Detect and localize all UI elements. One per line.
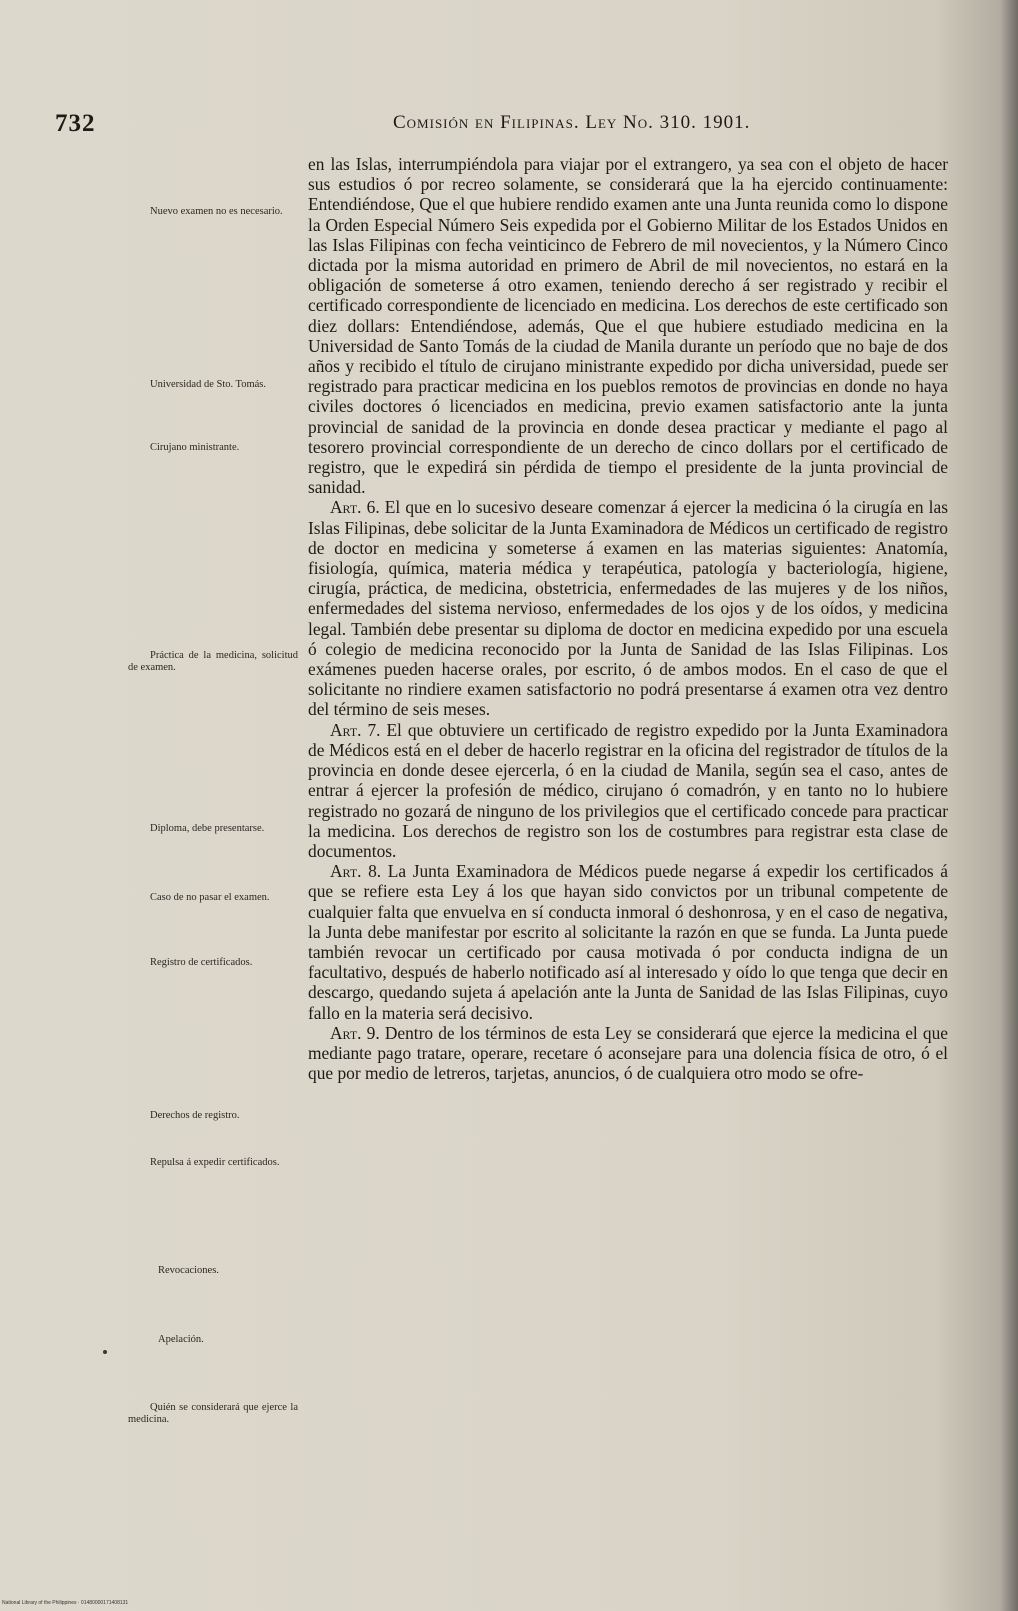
article-9 <box>308 1023 948 1084</box>
sidenote: Repulsa á expedir certificados. <box>150 1157 280 1168</box>
sidenote: Quién se considerará que ejerce la medicina. <box>128 1402 298 1425</box>
sidenote: Nuevo examen no es necesario. <box>150 206 283 217</box>
paragraph-text: Dentro de los términos de esta Ley se considerará que ejerce la medicina el que mediante pago tratare, operare, recetare ó aconsejare para una dolencia física de otro, ó el que por medio de letreros, tarjetas, anuncios, ó de cualquiera otro modo se ofre- <box>308 1022 948 1084</box>
paragraph-text: en las Islas, interrumpiéndola para viajar por el extrangero, ya sea con el objeto de hacer sus estudios ó por recreo solamente, se considerará que la ha ejercido continuamente: Entendiéndose, Que el que hubiere rendido examen ante una Junta reunida como lo dispone la Orden Especial Número Seis expedida por el Gobierno Militar de los Estados Unidos en las Islas Filipinas con fecha veinticinco de Febrero de mil novecientos, y la Número Cinco dictada por la misma autoridad en primero de Abril de mil novecientos, no estará en la obligación de someterse á otro examen, teniendo derecho á ser registrado y recibir el certificado correspondiente de licenciado en medicina. Los derechos de este certificado son diez dollars: Entendiéndose, además, Que el que hubiere estudiado medicina en la Universidad de Santo Tomás de la ciudad de Manila durante un período que no baje de dos años y recibido el título de cirujano ministrante expedido por dicha universidad, puede ser registrado para practicar medicina en los pueblos remotos de provincias en donde no haya civiles doctores ó licenciados en medicina, previo examen satisfactorio ante la junta provincial de sanidad de la provincia en donde desea practicar y mediante el pago al tesorero provincial correspondiente de un derecho de cinco dollars por el certificado de registro, que le expedirá sin pérdida de tiempo el presidente de la junta provincial de sanidad. <box>308 154 948 498</box>
paragraph-continuation <box>308 154 948 497</box>
sidenote: Diploma, debe presentarse. <box>150 823 265 834</box>
paragraph-text: El que en lo sucesivo deseare comenzar á ejercer la medicina ó la cirugía en las Islas Filipinas, debe solicitar de la Junta Examinadora de Médicos un certificado de registro de doctor en medicina y someterse á examen en las materias siguientes: Anatomía, fisiología, química, materia médica y terapéutica, patología y bacteriología, higiene, cirugía, práctica, de medicina, obstetricia, enfermedades de las mujeres y de los niños, enfermedades del sistema nervioso, enfermedades de los ojos y de los oídos, y medicina legal. También debe presentar su diploma de doctor en medicina expedido por una escuela ó colegio de medicina reconocido por la Junta de Sanidad de las Islas Filipinas. Los exámenes pueden hacerse orales, por escrito, ó de ambos modos. En el caso de que el solicitante no rindiere examen satisfactorio no podrá presentarse á examen otra vez dentro del término de seis meses. <box>308 497 948 720</box>
article-label: Art. 9. <box>330 1022 380 1043</box>
body-text <box>308 154 948 1083</box>
article-8 <box>308 861 948 1023</box>
page-number: 732 <box>55 110 96 137</box>
sidenote: Caso de no pasar el examen. <box>150 892 270 903</box>
article-6 <box>308 497 948 719</box>
running-head: Comisión en Filipinas. Ley No. 310. 1901. <box>393 112 751 133</box>
sidenote: Cirujano ministrante. <box>150 442 240 453</box>
scan-footer: National Library of the Philippines · 01480000171408131 <box>2 1600 129 1606</box>
article-label: Art. 6. <box>330 497 380 518</box>
sidenote: Práctica de la medicina, solicitud de examen. <box>128 650 298 673</box>
sidenote: Apelación. <box>158 1334 204 1345</box>
sidenote: Universidad de Sto. Tomás. <box>150 379 267 390</box>
paragraph-text: El que obtuviere un certificado de registro expedido por la Junta Examinadora de Médicos está en el deber de hacerlo registrar en la oficina del registrador de títulos de la provincia en donde desee ejercerla, ó en la ciudad de Manila, según sea el caso, antes de entrar á ejercer la profesión de médico, cirujano ó comadrón, y en tanto no lo hubiere registrado no gozará de ninguno de los privilegios que el certificado concede para practicar la medicina. Los derechos de registro son los de costumbres para registrar esta clase de documentos. <box>308 719 949 861</box>
article-7 <box>308 720 948 861</box>
ink-mark <box>103 1350 107 1354</box>
page-edge-shadow <box>1000 0 1018 1611</box>
sidenote: Registro de certificados. <box>150 957 253 968</box>
article-label: Art. 8. <box>330 861 382 882</box>
paragraph-text: La Junta Examinadora de Médicos puede negarse á expedir los certificados á que se refiere esta Ley á los que hayan sido convictos por un tribunal competente de cualquier falta que envuelva en sí conducta inmoral ó deshonrosa, y en el caso de negativa, la Junta debe manifestar por escrito al solicitante la razón en que se funda. La Junta puede también revocar un certificado por causa motivada ó por conducta indigna de un facultativo, después de haberlo notificado así al interesado y oído lo que tenga que decir en descargo, quedando sujeta á apelación ante la Junta de Sanidad de las Islas Filipinas, cuyo fallo en la materia será decisivo. <box>308 861 949 1023</box>
sidenote: Derechos de registro. <box>150 1110 240 1121</box>
sidenote: Revocaciones. <box>158 1265 219 1276</box>
article-label: Art. 7. <box>330 719 381 740</box>
